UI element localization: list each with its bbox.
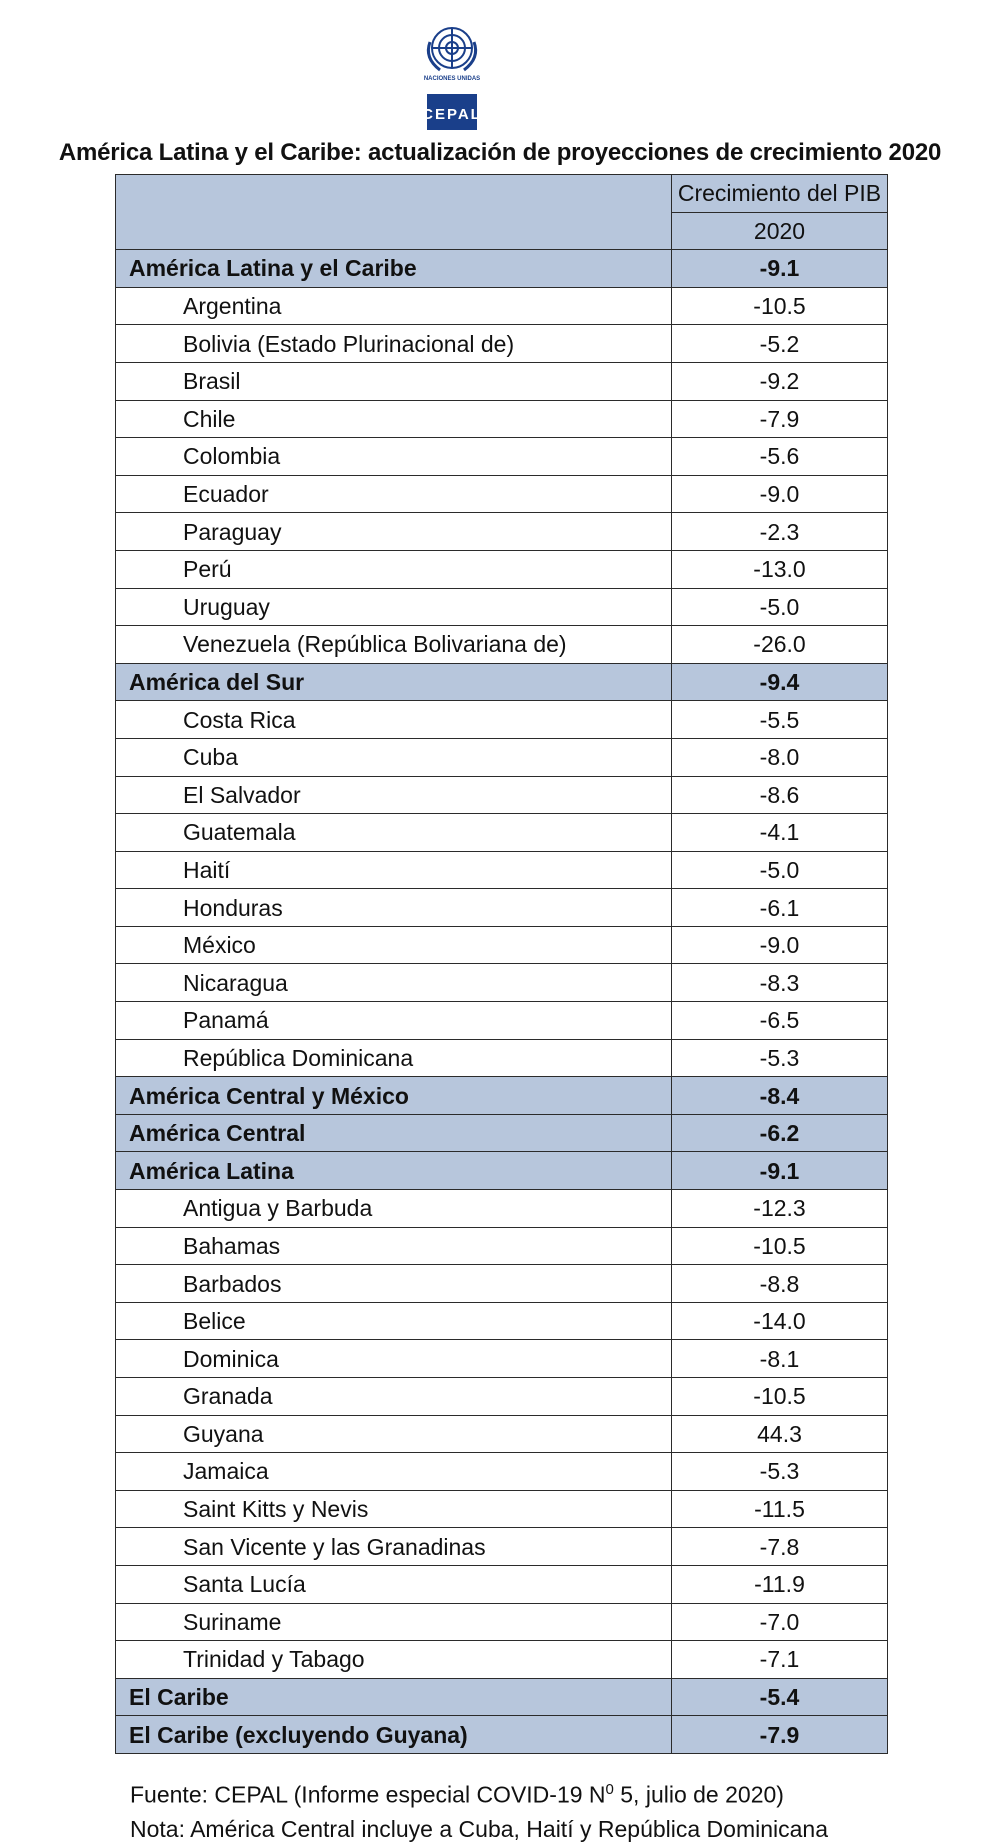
row-name: Perú bbox=[116, 550, 672, 588]
row-name: Saint Kitts y Nevis bbox=[116, 1490, 672, 1528]
table-row bbox=[116, 626, 888, 664]
row-value: -10.5 bbox=[672, 1378, 888, 1416]
row-name: El Caribe (excluyendo Guyana) bbox=[116, 1716, 672, 1754]
row-name: Santa Lucía bbox=[116, 1565, 672, 1603]
row-name: Venezuela (República Bolivariana de) bbox=[116, 626, 672, 664]
row-value: -10.5 bbox=[672, 1227, 888, 1265]
aggregate-row bbox=[116, 1077, 888, 1115]
row-value: -6.1 bbox=[672, 889, 888, 927]
region-note: Nota: América Central incluye a Cuba, Haití y República Dominicana bbox=[130, 1815, 828, 1842]
row-name: Honduras bbox=[116, 889, 672, 927]
row-value: -7.9 bbox=[672, 1716, 888, 1754]
source-superscript: 0 bbox=[605, 1781, 614, 1798]
row-value: -9.4 bbox=[672, 663, 888, 701]
row-name: América Central bbox=[116, 1114, 672, 1152]
aggregate-row bbox=[116, 1114, 888, 1152]
table-row bbox=[116, 814, 888, 852]
row-value: -5.2 bbox=[672, 325, 888, 363]
table-row bbox=[116, 1603, 888, 1641]
row-value: -8.8 bbox=[672, 1265, 888, 1303]
row-name: Bahamas bbox=[116, 1227, 672, 1265]
row-value: -9.0 bbox=[672, 926, 888, 964]
table-row bbox=[116, 588, 888, 626]
row-value: -8.3 bbox=[672, 964, 888, 1002]
row-value: -13.0 bbox=[672, 550, 888, 588]
row-value: -9.2 bbox=[672, 362, 888, 400]
table-row bbox=[116, 964, 888, 1002]
row-name: Jamaica bbox=[116, 1453, 672, 1491]
row-name: América Latina bbox=[116, 1152, 672, 1190]
row-name: Panamá bbox=[116, 1002, 672, 1040]
gdp-growth-table bbox=[115, 174, 888, 1754]
table-row bbox=[116, 287, 888, 325]
row-name: Cuba bbox=[116, 738, 672, 776]
table-row bbox=[116, 1002, 888, 1040]
table-row bbox=[116, 851, 888, 889]
table-row bbox=[116, 1641, 888, 1679]
row-value: -9.1 bbox=[672, 250, 888, 288]
row-value: -5.6 bbox=[672, 438, 888, 476]
row-name: San Vicente y las Granadinas bbox=[116, 1528, 672, 1566]
row-name: Antigua y Barbuda bbox=[116, 1190, 672, 1228]
footnotes bbox=[130, 1773, 828, 1846]
row-value: -7.0 bbox=[672, 1603, 888, 1641]
row-name: Bolivia (Estado Plurinacional de) bbox=[116, 325, 672, 363]
row-value: -8.0 bbox=[672, 738, 888, 776]
table-row bbox=[116, 362, 888, 400]
row-name: Guyana bbox=[116, 1415, 672, 1453]
table-row bbox=[116, 438, 888, 476]
row-value: -6.2 bbox=[672, 1114, 888, 1152]
row-name: Paraguay bbox=[116, 513, 672, 551]
row-name: Suriname bbox=[116, 1603, 672, 1641]
row-name: Costa Rica bbox=[116, 701, 672, 739]
row-name: Dominica bbox=[116, 1340, 672, 1378]
row-value: -8.4 bbox=[672, 1077, 888, 1115]
row-name: Ecuador bbox=[116, 475, 672, 513]
aggregate-row bbox=[116, 1678, 888, 1716]
document-title: América Latina y el Caribe: actualización de proyecciones de crecimiento 2020 bbox=[58, 139, 942, 166]
row-name: Colombia bbox=[116, 438, 672, 476]
table-row bbox=[116, 1302, 888, 1340]
table-row bbox=[116, 1528, 888, 1566]
header-year: 2020 bbox=[672, 212, 888, 250]
header-blank-cell bbox=[116, 175, 672, 250]
table-row bbox=[116, 738, 888, 776]
table-row bbox=[116, 325, 888, 363]
row-value: -5.4 bbox=[672, 1678, 888, 1716]
row-value: -4.1 bbox=[672, 814, 888, 852]
header-row-metric bbox=[116, 175, 888, 213]
row-value: -7.1 bbox=[672, 1641, 888, 1679]
table-row bbox=[116, 1415, 888, 1453]
row-name: Brasil bbox=[116, 362, 672, 400]
row-value: -26.0 bbox=[672, 626, 888, 664]
row-value: -14.0 bbox=[672, 1302, 888, 1340]
aggregate-row bbox=[116, 663, 888, 701]
row-value: -11.9 bbox=[672, 1565, 888, 1603]
table-row bbox=[116, 1490, 888, 1528]
table-row bbox=[116, 1565, 888, 1603]
row-value: -8.1 bbox=[672, 1340, 888, 1378]
row-name: Trinidad y Tabago bbox=[116, 1641, 672, 1679]
row-value: -5.5 bbox=[672, 701, 888, 739]
row-name: México bbox=[116, 926, 672, 964]
table-row bbox=[116, 1453, 888, 1491]
table-row bbox=[116, 1039, 888, 1077]
row-name: Belice bbox=[116, 1302, 672, 1340]
table-row bbox=[116, 926, 888, 964]
row-value: -5.3 bbox=[672, 1453, 888, 1491]
logo-org-text: NACIONES UNIDAS bbox=[423, 76, 481, 82]
aggregate-row bbox=[116, 1152, 888, 1190]
row-name: Guatemala bbox=[116, 814, 672, 852]
row-value: -5.3 bbox=[672, 1039, 888, 1077]
table-row bbox=[116, 776, 888, 814]
row-name: Granada bbox=[116, 1378, 672, 1416]
table-row bbox=[116, 550, 888, 588]
un-emblem-icon bbox=[400, 12, 504, 136]
row-value: -2.3 bbox=[672, 513, 888, 551]
row-name: Nicaragua bbox=[116, 964, 672, 1002]
table-row bbox=[116, 701, 888, 739]
row-value: -11.5 bbox=[672, 1490, 888, 1528]
row-value: -7.9 bbox=[672, 400, 888, 438]
table-row bbox=[116, 889, 888, 927]
row-value: -5.0 bbox=[672, 588, 888, 626]
row-value: -9.0 bbox=[672, 475, 888, 513]
aggregate-row bbox=[116, 250, 888, 288]
header-metric: Crecimiento del PIB bbox=[672, 175, 888, 213]
row-value: -9.1 bbox=[672, 1152, 888, 1190]
row-name: América del Sur bbox=[116, 663, 672, 701]
table-row bbox=[116, 1340, 888, 1378]
aggregate-row bbox=[116, 1716, 888, 1754]
row-value: -12.3 bbox=[672, 1190, 888, 1228]
table-row bbox=[116, 400, 888, 438]
row-value: -8.6 bbox=[672, 776, 888, 814]
row-name: Barbados bbox=[116, 1265, 672, 1303]
row-name: América Central y México bbox=[116, 1077, 672, 1115]
row-value: -10.5 bbox=[672, 287, 888, 325]
row-value: -5.0 bbox=[672, 851, 888, 889]
row-name: Haití bbox=[116, 851, 672, 889]
row-name: Argentina bbox=[116, 287, 672, 325]
table-row bbox=[116, 1190, 888, 1228]
logo-brand-text: CEPAL bbox=[422, 106, 482, 123]
table-row bbox=[116, 475, 888, 513]
source-suffix: 5, julio de 2020) bbox=[613, 1781, 784, 1808]
source-note bbox=[130, 1773, 828, 1812]
row-name: El Caribe bbox=[116, 1678, 672, 1716]
source-prefix: Fuente: CEPAL (Informe especial COVID-19 N bbox=[130, 1781, 606, 1808]
table-body bbox=[116, 175, 888, 1754]
row-name: América Latina y el Caribe bbox=[116, 250, 672, 288]
row-value: 44.3 bbox=[672, 1415, 888, 1453]
table-row bbox=[116, 1378, 888, 1416]
table-row bbox=[116, 1265, 888, 1303]
row-name: El Salvador bbox=[116, 776, 672, 814]
cepal-logo bbox=[400, 12, 504, 136]
table-row bbox=[116, 513, 888, 551]
row-name: Chile bbox=[116, 400, 672, 438]
row-value: -6.5 bbox=[672, 1002, 888, 1040]
row-name: Uruguay bbox=[116, 588, 672, 626]
row-name: República Dominicana bbox=[116, 1039, 672, 1077]
table-row bbox=[116, 1227, 888, 1265]
row-value: -7.8 bbox=[672, 1528, 888, 1566]
